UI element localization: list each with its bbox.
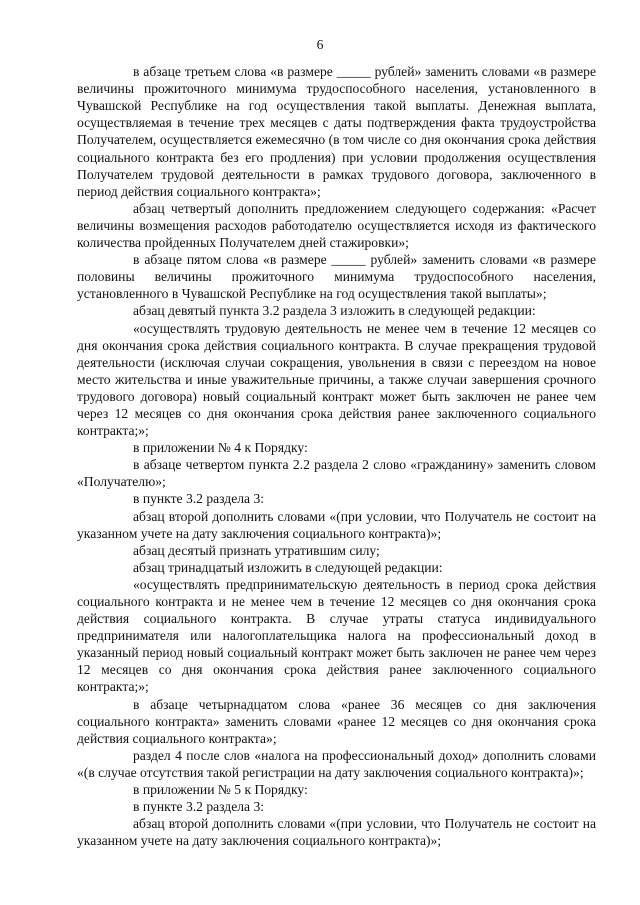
paragraph-16: в пункте 3.2 раздела 3: [133,799,265,815]
paragraph-8: в пункте 3.2 раздела 3: [133,491,265,507]
page-number: 6 [316,37,324,52]
paragraph-6: в приложении № 4 к Порядку: [133,440,308,456]
paragraph-9: абзац второй дополнить словами «(при условии, что Получатель не состоит на указанном учете на дату заключения социального контракта)»; [77,508,596,541]
paragraph-4: абзац девятый пункта 3.2 раздела 3 изложить в следующей редакции: [133,303,536,319]
paragraph-13: в абзаце четырнадцатом слова «ранее 36 месяцев со дня заключения социального контракта» заменить словами «ранее 12 месяцев со дня окончания срока действия социального контракта»; [77,696,596,746]
paragraph-17: абзац второй дополнить словами «(при условии, что Получатель не состоит на указанном учете на дату заключения социального контракта)»; [77,816,596,849]
paragraph-5: «осуществлять трудовую деятельность не менее чем в течение 12 месяцев со дня окончания срока действия социального контракта. В случае прекращения трудовой деятельности (исключая случаи сокращения, увольнения в связи с переездом на новое место жительства и иные уважительные причины, а также случаи завершения срочного трудового договора) новый социальный контракт может быть заключен не ранее чем через 12 месяцев со дня окончания срока действия ранее заключенного социального контракта;»; [77,320,596,439]
paragraph-7: в абзаце четвертом пункта 2.2 раздела 2 слово «гражданину» заменить словом «Получателю»; [77,457,596,490]
paragraph-1: в абзаце третьем слова «в размере _____ рублей» заменить словами «в размере величины прожиточного минимума трудоспособного населения, установленного в Чувашской Республике на год осуществления такой выплаты. Денежная выплата, осуществляемая в течение трех месяцев с даты подтверждения факта трудоустройства Получателем, осуществляется ежемесячно (в том числе со дня окончания срока действия социального контракта без его продления) при условии продолжения осуществления Получателем трудовой деятельности в рамках трудового договора, заключенного в период действия социального контракта»; [77,64,596,199]
paragraph-10: абзац десятый признать утратившим силу; [133,542,380,558]
paragraph-15: в приложении № 5 к Порядку: [133,782,308,798]
paragraph-14: раздел 4 после слов «налога на профессиональный доход» дополнить словами «(в случае отсутствия такой регистрации на дату заключения социального контракта)»; [77,747,596,780]
paragraph-12: «осуществлять предпринимательскую деятельность в период срока действия социального контракта и не менее чем в течение 12 месяцев со дня окончания срока действия социального контракта. В случае утраты статуса индивидуального предпринимателя или налогоплательщика налога на профессиональный доход в указанный период новый социальный контракт может быть заключен не ранее чем через 12 месяцев со дня окончания срока действия ранее заключенного социального контракта;»; [77,576,596,695]
paragraph-2: абзац четвертый дополнить предложением следующего содержания: «Расчет величины возмещения расходов работодателю осуществляется исходя из фактического количества пройденных Получателем дней стажировки»; [77,200,596,251]
paragraph-3: в абзаце пятом слова «в размере _____ рублей» заменить словами «в размере половины величины прожиточного минимума трудоспособного населения, установленного в Чувашской Республике на год осуществления такой выплаты»; [77,252,596,302]
paragraph-11: абзац тринадцатый изложить в следующей редакции: [133,559,443,575]
